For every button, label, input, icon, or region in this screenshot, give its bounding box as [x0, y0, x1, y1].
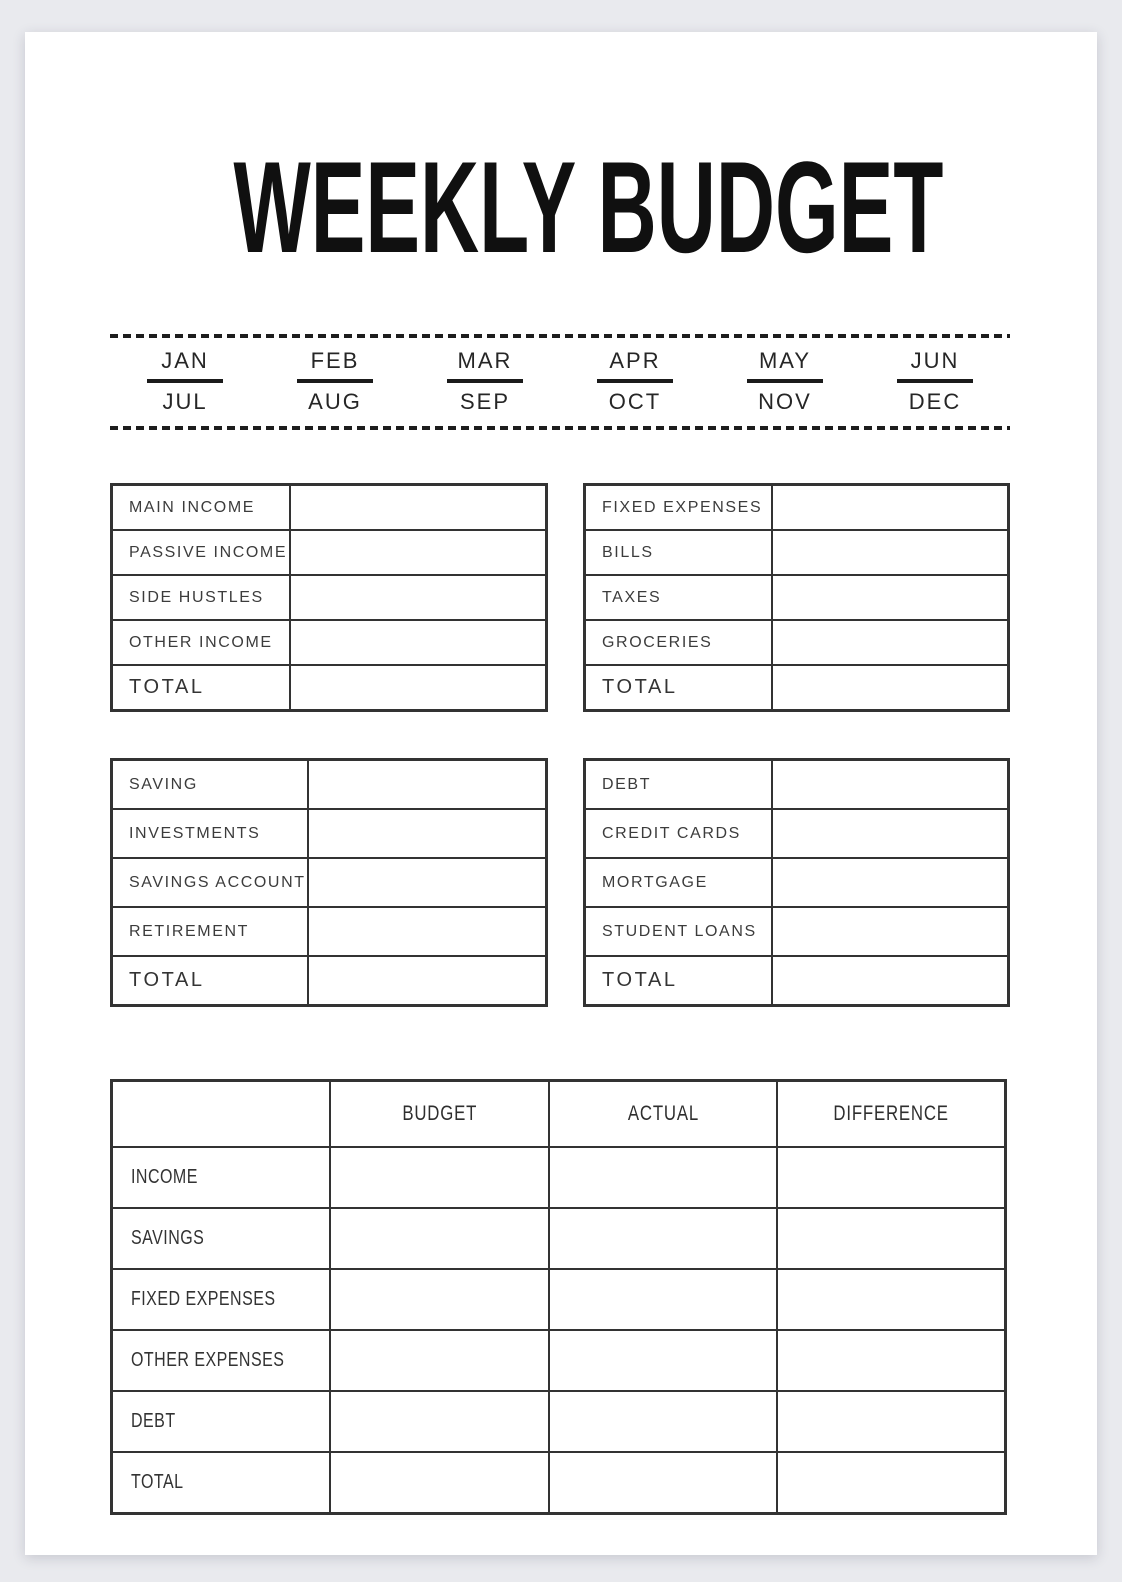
row-label: INCOME [131, 1166, 198, 1188]
table-row [585, 809, 1009, 858]
table-row [585, 485, 1009, 531]
table-row [585, 858, 1009, 907]
months-grid [110, 338, 1010, 426]
value-cell[interactable] [308, 809, 547, 858]
value-cell[interactable] [772, 760, 1008, 810]
month-underline [597, 379, 673, 383]
total-label: TOTAL [602, 676, 678, 698]
total-row [112, 665, 547, 711]
value-cell[interactable] [308, 907, 547, 956]
total-row [585, 956, 1009, 1006]
row-label: DEBT [602, 775, 652, 793]
table-row [585, 907, 1009, 956]
value-cell[interactable] [549, 1269, 777, 1330]
debt-table [583, 758, 1010, 1007]
row-label-cell [112, 485, 290, 531]
month-underline [297, 379, 373, 383]
row-label-cell [585, 809, 773, 858]
summary-corner-cell [112, 1081, 331, 1148]
row-label: SIDE HUSTLES [129, 588, 264, 606]
title-wrap [25, 32, 1097, 280]
tables-grid [110, 483, 1010, 1007]
row-label: MORTGAGE [602, 873, 708, 891]
month-cell-jun-dec [860, 348, 1010, 415]
value-cell[interactable] [330, 1147, 549, 1208]
row-label: GROCERIES [602, 633, 713, 651]
row-label-cell [112, 809, 308, 858]
month-jun[interactable]: JUN [910, 348, 960, 373]
value-cell[interactable] [772, 858, 1008, 907]
month-nov[interactable]: NOV [758, 389, 812, 414]
value-cell[interactable] [549, 1208, 777, 1269]
row-label: OTHER EXPENSES [131, 1349, 285, 1371]
value-cell[interactable] [772, 956, 1008, 1006]
row-label: SAVINGS [131, 1227, 205, 1249]
page-title: WEEKLY BUDGET [233, 134, 944, 280]
table-row [585, 530, 1009, 575]
row-label-cell [112, 1208, 331, 1269]
value-cell[interactable] [290, 575, 547, 620]
row-label-cell [112, 1452, 331, 1514]
row-label: MAIN INCOME [129, 498, 256, 516]
month-cell-feb-aug [260, 348, 410, 415]
month-sep[interactable]: SEP [459, 389, 511, 414]
row-label: FIXED EXPENSES [131, 1288, 276, 1310]
row-label-cell [112, 1147, 331, 1208]
total-label: TOTAL [602, 969, 678, 991]
month-feb[interactable]: FEB [310, 348, 360, 373]
value-cell[interactable] [777, 1208, 1005, 1269]
fixed-expenses-table [583, 483, 1010, 712]
row-label: TOTAL [131, 1471, 184, 1493]
row-label-cell [585, 956, 773, 1006]
table-row [585, 575, 1009, 620]
month-jul[interactable]: JUL [162, 389, 208, 414]
row-label-cell [585, 485, 773, 531]
value-cell[interactable] [772, 485, 1008, 531]
summary-header-row [112, 1081, 1006, 1148]
value-cell[interactable] [290, 620, 547, 665]
month-oct[interactable]: OCT [608, 389, 662, 414]
month-selector [110, 334, 1010, 430]
row-label: STUDENT LOANS [602, 922, 757, 940]
month-dec[interactable]: DEC [908, 389, 962, 414]
month-underline [447, 379, 523, 383]
month-underline [747, 379, 823, 383]
row-label-cell [585, 665, 773, 711]
summary-col-difference [777, 1081, 1005, 1148]
value-cell[interactable] [549, 1330, 777, 1391]
table-row [112, 907, 547, 956]
total-label: TOTAL [129, 969, 205, 991]
table-row [112, 485, 547, 531]
month-underline [147, 379, 223, 383]
value-cell[interactable] [290, 665, 547, 711]
total-row [585, 665, 1009, 711]
summary-row-fixed-expenses [112, 1269, 1006, 1330]
value-cell[interactable] [777, 1147, 1005, 1208]
month-mar[interactable]: MAR [457, 348, 513, 373]
value-cell[interactable] [549, 1147, 777, 1208]
summary-row-other-expenses [112, 1330, 1006, 1391]
row-label: OTHER INCOME [129, 633, 273, 651]
value-cell[interactable] [330, 1330, 549, 1391]
value-cell[interactable] [772, 907, 1008, 956]
saving-table [110, 758, 548, 1007]
table-row [585, 620, 1009, 665]
value-cell[interactable] [777, 1391, 1005, 1452]
value-cell[interactable] [308, 760, 547, 810]
value-cell[interactable] [290, 530, 547, 575]
table-row [585, 760, 1009, 810]
row-label: FIXED EXPENSES [602, 498, 763, 516]
planner-page [25, 32, 1097, 1555]
table-row [112, 809, 547, 858]
column-header: ACTUAL [627, 1102, 699, 1125]
row-label-cell [112, 760, 308, 810]
table-row [112, 760, 547, 810]
row-label: BILLS [602, 543, 654, 561]
row-label: DEBT [131, 1410, 176, 1432]
value-cell[interactable] [777, 1330, 1005, 1391]
value-cell[interactable] [308, 858, 547, 907]
value-cell[interactable] [290, 485, 547, 531]
row-label: TAXES [602, 588, 662, 606]
value-cell[interactable] [777, 1452, 1005, 1514]
row-label: RETIREMENT [129, 922, 249, 940]
month-cell-jan-jul [110, 348, 260, 415]
row-label-cell [112, 575, 290, 620]
row-label-cell [112, 620, 290, 665]
summary-col-actual [549, 1081, 777, 1148]
month-jan[interactable]: JAN [161, 348, 209, 373]
row-label-cell [585, 760, 773, 810]
summary-row-savings [112, 1208, 1006, 1269]
row-label: CREDIT CARDS [602, 824, 741, 842]
row-label: SAVINGS ACCOUNT [129, 873, 306, 891]
month-cell-mar-sep [410, 348, 560, 415]
row-label-cell [112, 1330, 331, 1391]
total-row [112, 956, 547, 1006]
row-label-cell [112, 956, 308, 1006]
value-cell[interactable] [777, 1269, 1005, 1330]
row-label: INVESTMENTS [129, 824, 261, 842]
value-cell[interactable] [772, 575, 1008, 620]
summary-row-income [112, 1147, 1006, 1208]
row-label-cell [585, 575, 773, 620]
row-label-cell [112, 1391, 331, 1452]
month-cell-may-nov [710, 348, 860, 415]
summary-row-total [112, 1452, 1006, 1514]
value-cell[interactable] [330, 1391, 549, 1452]
month-aug[interactable]: AUG [308, 389, 362, 414]
row-label: SAVING [129, 775, 198, 793]
value-cell[interactable] [772, 809, 1008, 858]
row-label-cell [112, 530, 290, 575]
row-label-cell [585, 530, 773, 575]
month-may[interactable]: MAY [758, 348, 812, 373]
row-label-cell [585, 620, 773, 665]
total-label: TOTAL [129, 676, 205, 698]
column-header: BUDGET [402, 1102, 478, 1125]
summary-table [110, 1079, 1007, 1515]
column-header: DIFFERENCE [833, 1102, 949, 1125]
value-cell[interactable] [330, 1452, 549, 1514]
row-label-cell [585, 858, 773, 907]
table-row [112, 530, 547, 575]
month-cell-apr-oct [560, 348, 710, 415]
month-underline [897, 379, 973, 383]
row-label-cell [112, 1269, 331, 1330]
row-label-cell [112, 665, 290, 711]
month-apr[interactable]: APR [609, 348, 661, 373]
value-cell[interactable] [549, 1391, 777, 1452]
dashed-divider-bottom [110, 426, 1010, 430]
value-cell[interactable] [772, 665, 1008, 711]
row-label-cell [585, 907, 773, 956]
table-row [112, 620, 547, 665]
row-label-cell [112, 858, 308, 907]
table-row [112, 858, 547, 907]
value-cell[interactable] [772, 530, 1008, 575]
row-label: PASSIVE INCOME [129, 543, 288, 561]
value-cell[interactable] [330, 1208, 549, 1269]
value-cell[interactable] [772, 620, 1008, 665]
row-label-cell [112, 907, 308, 956]
income-table [110, 483, 548, 712]
summary-col-budget [330, 1081, 549, 1148]
value-cell[interactable] [308, 956, 547, 1006]
table-row [112, 575, 547, 620]
value-cell[interactable] [330, 1269, 549, 1330]
value-cell[interactable] [549, 1452, 777, 1514]
summary-row-debt [112, 1391, 1006, 1452]
